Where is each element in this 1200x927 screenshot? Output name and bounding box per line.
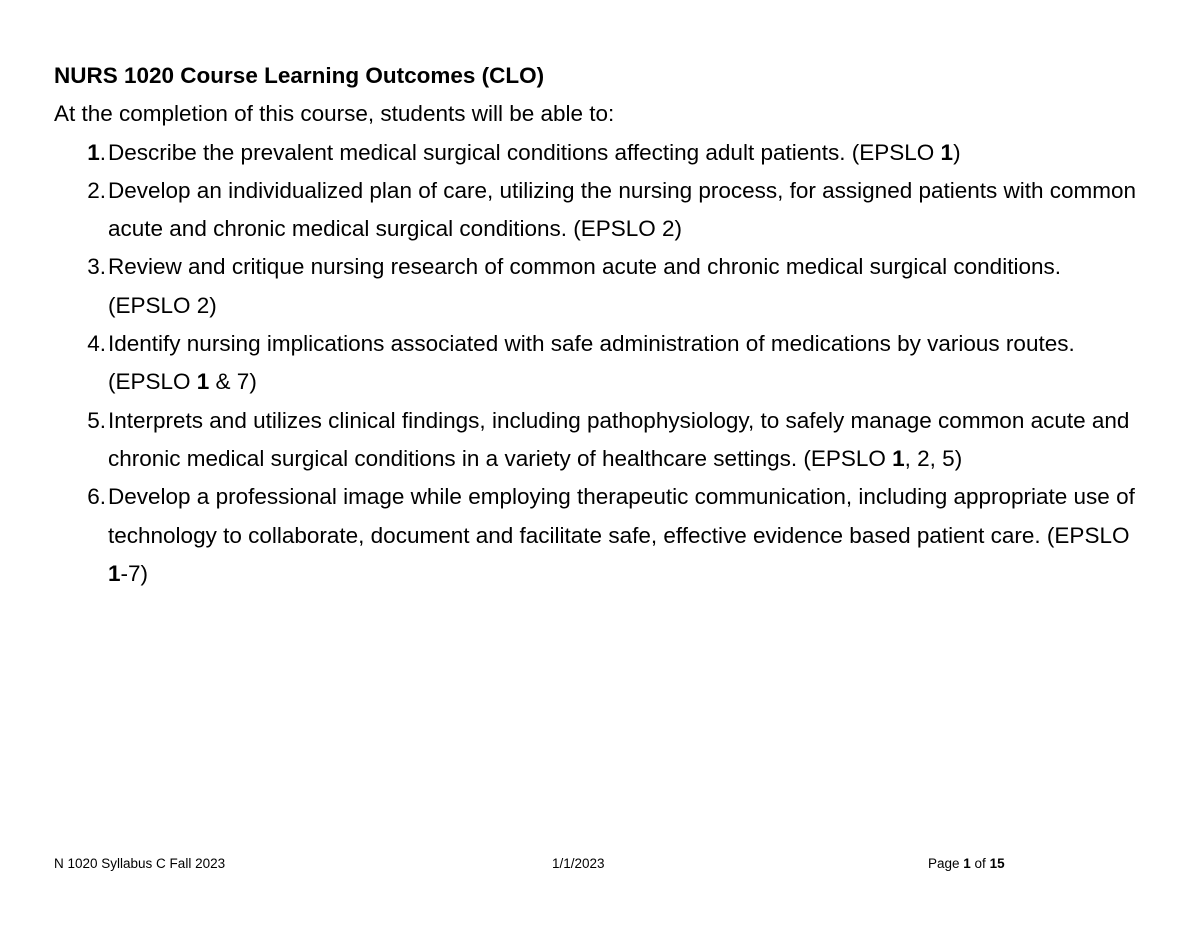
outcome-number: 5. bbox=[87, 407, 106, 433]
outcome-text: Interprets and utilizes clinical findings, including pathophysiology, to safely manage common acute and chronic medical surgical conditions in a variety of healthcare settings. (EPSLO bbox=[108, 407, 1130, 471]
outcome-ref: 1 bbox=[196, 369, 210, 395]
outcomes-list bbox=[54, 134, 1144, 594]
page-prefix: Page bbox=[928, 856, 964, 871]
outcome-text-end: , 2, 5) bbox=[904, 445, 963, 471]
outcome-text: Develop an individualized plan of care, utilizing the nursing process, for assigned patients with common acute and chronic medical surgical conditions. (EPSLO 2) bbox=[108, 177, 1137, 242]
outcome-item bbox=[54, 172, 1144, 249]
outcome-number: 4. bbox=[87, 331, 106, 357]
outcome-text: Identify nursing implications associated with safe administration of medications by various routes. (EPSLO bbox=[108, 331, 1075, 395]
document-body bbox=[54, 57, 1144, 593]
outcome-text-end: -7) bbox=[120, 560, 149, 586]
outcome-item bbox=[54, 248, 1144, 325]
outcome-text: Develop a professional image while employing therapeutic communication, including appropriate use of technology to collaborate, document and facilitate safe, effective evidence based patient care. (EPSLO bbox=[108, 484, 1135, 548]
page-of: of bbox=[970, 856, 990, 871]
outcome-number: 2. bbox=[87, 177, 106, 203]
outcome-item: 1. Describe the prevalent medical surgical conditions affecting adult patients. (EPSLO 1) bbox=[87, 139, 961, 165]
outcome-item bbox=[54, 325, 1144, 402]
outcome-ref: 1 bbox=[940, 139, 954, 165]
outcome-text: Describe the prevalent medical surgical conditions affecting adult patients. (EPSLO bbox=[108, 139, 941, 165]
outcome-number: 3. bbox=[87, 254, 106, 280]
intro-text: At the completion of this course, students will be able to: bbox=[54, 101, 615, 127]
outcome-text-end: & 7) bbox=[209, 369, 257, 395]
outcome-number: 1 bbox=[87, 139, 100, 165]
footer-document-name: N 1020 Syllabus C Fall 2023 bbox=[54, 856, 226, 871]
outcome-number: 6. bbox=[87, 484, 106, 510]
footer-page-number bbox=[928, 855, 1005, 873]
outcome-ref: 1 bbox=[108, 560, 121, 586]
document-title: NURS 1020 Course Learning Outcomes (CLO) bbox=[54, 63, 545, 88]
footer-date: 1/1/2023 bbox=[552, 856, 605, 871]
outcome-item bbox=[54, 478, 1144, 593]
outcome-text: Review and critique nursing research of common acute and chronic medical surgical conditions. (EPSLO 2) bbox=[108, 254, 1061, 318]
outcome-ref: 1 bbox=[892, 445, 905, 471]
page-current: 1 bbox=[963, 856, 971, 871]
outcome-text-end: ) bbox=[953, 139, 961, 165]
page-total: 15 bbox=[989, 856, 1005, 871]
outcome-item bbox=[54, 402, 1144, 479]
